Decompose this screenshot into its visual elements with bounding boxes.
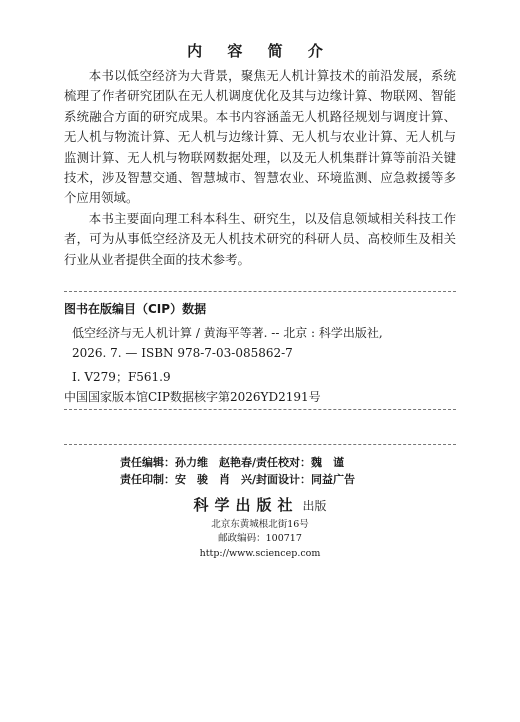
divider-top <box>64 291 456 292</box>
cip-line-4: 中国国家版本馆CIP数据核字第2026YD2191号 <box>64 390 321 404</box>
credits-block <box>120 454 450 488</box>
divider-credits <box>64 444 456 445</box>
divider-middle <box>64 409 456 410</box>
intro-paragraph-1: 本书以低空经济为大背景，聚焦无人机计算技术的前沿发展，系统梳理了作者研究团队在无人机调度优化及其与边缘计算、物联网、智能系统融合方面的研究成果。本书内容涵盖无人机路径规划与调度计算、无人机与物流计算、无人机与边缘计算、无人机与农业计算、无人机与监测计算、无人机与物联网数据处理，以及无人机集群计算等前沿关键技术，涉及智慧交通、智慧城市、智慧农业、环境监测、应急救援等多个应用领域。 <box>64 68 456 206</box>
publisher-name: 科学出版社 <box>193 496 299 514</box>
intro-title: 内 容 简 介 <box>187 42 333 60</box>
publisher-website: http://www.sciencep.com <box>199 548 321 559</box>
cip-heading: 图书在版编目（CIP）数据 <box>64 302 207 316</box>
publisher-postcode: 邮政编码：100717 <box>218 533 302 544</box>
credits-editors: 责任编辑：孙力维 赵艳春/责任校对：魏 谨 <box>120 456 345 469</box>
publisher-suffix: 出版 <box>302 499 327 513</box>
publisher-logo-line <box>0 494 520 515</box>
cip-line-2: 2026. 7. — ISBN 978-7-03-085862-7 <box>72 346 293 360</box>
cip-line-1: 低空经济与无人机计算 / 黄海平等著. -- 北京 : 科学出版社, <box>72 326 383 340</box>
cip-line-3: Ⅰ. V279；F561.9 <box>72 370 171 384</box>
intro-body <box>64 66 456 270</box>
intro-paragraph-2: 本书主要面向理工科本科生、研究生，以及信息领域相关科技工作者，可为从事低空经济及无人机技术研究的科研人员、高校师生及相关行业从业者提供全面的技术参考。 <box>64 210 456 267</box>
publisher-address: 北京东黄城根北街16号 <box>211 519 309 530</box>
credits-production: 责任印制：安 骏 肖 兴/封面设计：同益广告 <box>120 473 356 486</box>
